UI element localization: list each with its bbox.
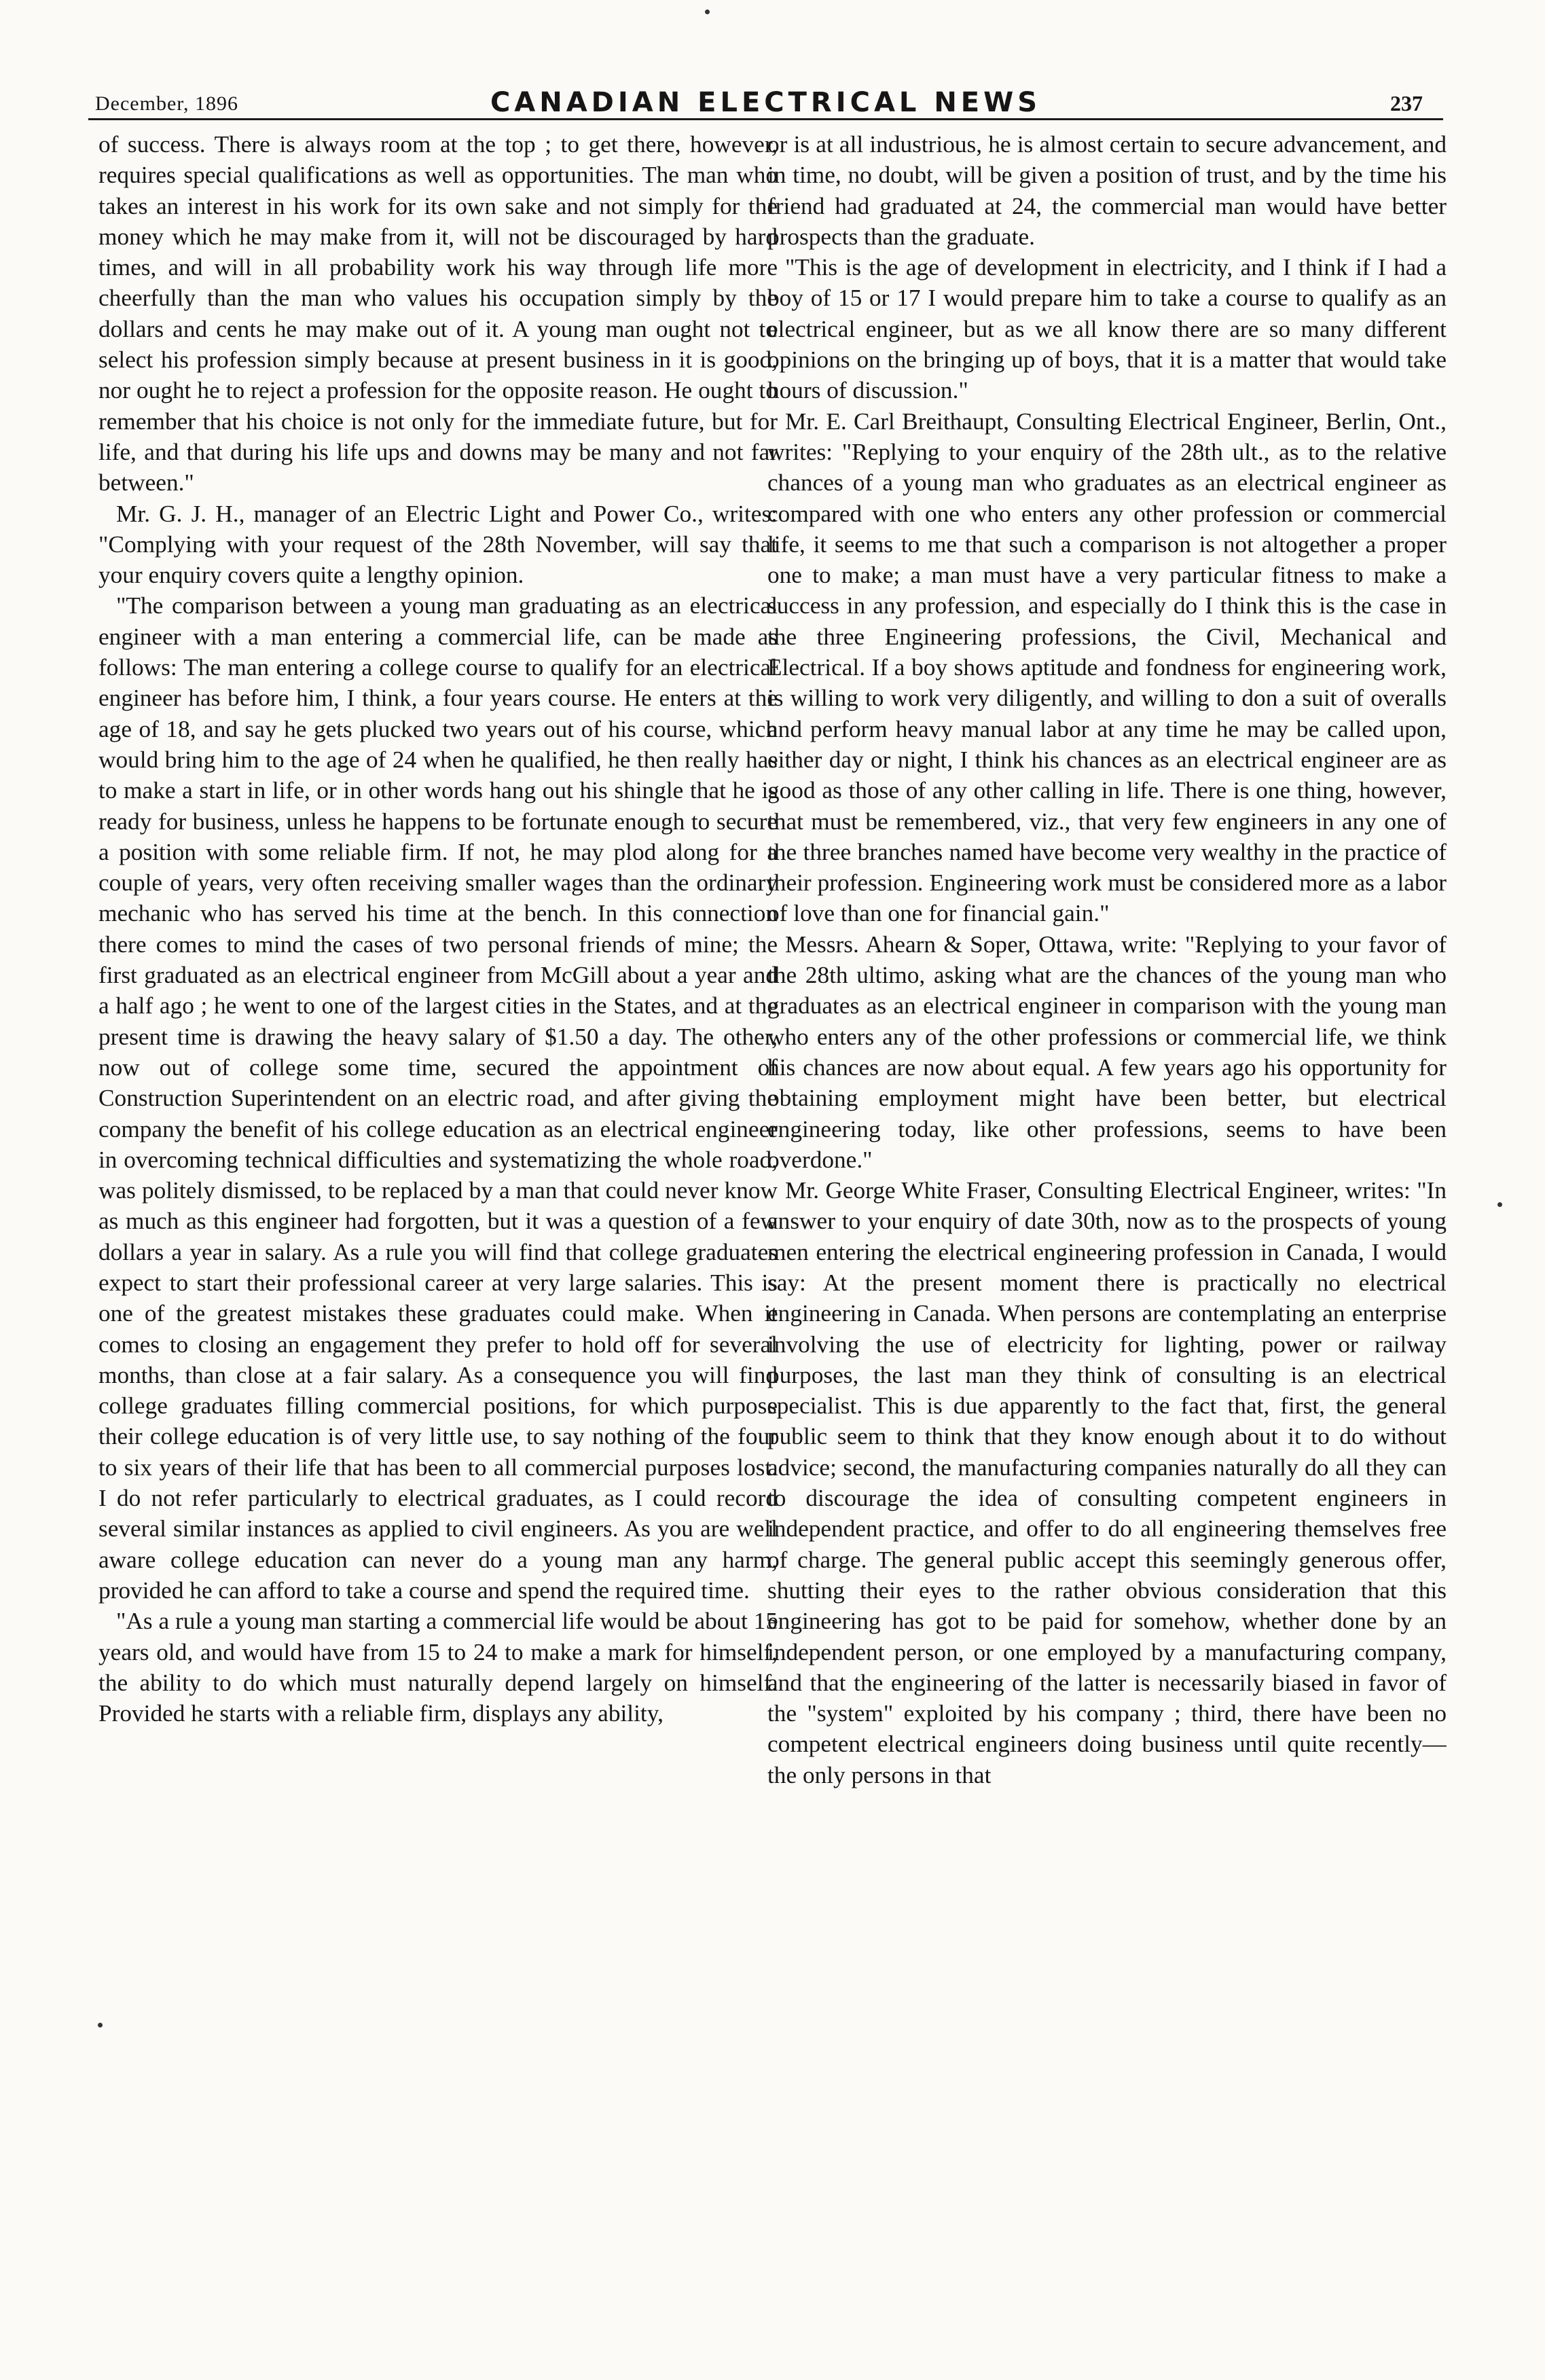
paragraph: Mr. E. Carl Breithaupt, Consulting Electrical Engineer, Berlin, Ont., writes: "Replying to your enquiry of the 28th ult., as to the relative chances of a young man who graduates as an electrical engineer as compared with one who enters any other profession or commercial life, it seems to me that such a comparison is not altogether a proper one to make; a man must have a very particular fitness to make a success in any profession, and especially do I think this is the case in the three Engineering professions, the Civil, Mechanical and Electrical. If a boy shows aptitude and fondness for engineering work, is willing to work very diligently, and willing to don a suit of overalls and perform heavy manual labor at any time he may be called upon, either day or night, I think his chances as an electrical engineer are as good as those of any other calling in life. There is one thing, however, that must be remembered, viz., that very few engineers in any one of the three branches named have become very wealthy in the practice of their profession. Engineering work must be considered more as a labor of love than one for financial gain." <box>767 408 1447 927</box>
paragraph: Mr. George White Fraser, Consulting Electrical Engineer, writes: "In answer to your enquiry of date 30th, now as to the prospects of young men entering the electrical engineering profession in Canada, I would say: At the present moment there is practically no electrical engineering in Canada. When persons are contemplating an enterprise involving the use of electricity for lighting, power or railway purposes, the last man they think of consulting is an electrical specialist. This is due apparently to the fact that, first, the general public seem to think that they know enough about it to do without advice; second, the manufacturing companies naturally do all they can to discourage the idea of consulting competent engineers in independent practice, and offer to do all engineering themselves free of charge. The general public accept this seemingly generous offer, shutting their eyes to the rather obvious consideration that this engineering has got to be paid for somehow, whether done by an independent person, or one employed by a manufacturing company, and that the engineering of the latter is necessarily biased in favor of the "system" exploited by his company ; third, there have been no competent electrical engineers doing business until quite recently—the only persons in that <box>767 1177 1447 1788</box>
page-number: 237 <box>1390 91 1423 115</box>
paragraph: Messrs. Ahearn & Soper, Ottawa, write: "Replying to your favor of the 28th ultimo, asking what are the chances of the young man who graduates as an electrical engineer in comparison with the young man who enters any of the other professions or commercial life, we think his chances are now about equal. A few years ago his opportunity for obtaining employment might have been better, but electrical engineering today, like other professions, seems to have been overdone." <box>767 931 1447 1173</box>
paragraph: "The comparison between a young man graduating as an electrical engineer with a man entering a commercial life, can be made as follows: The man entering a college course to qualify for an electrical engineer has before him, I think, a four years course. He enters at the age of 18, and say he gets plucked two years out of his course, which would bring him to the age of 24 when he qualified, he then really has to make a start in life, or in other words hang out his shingle that he is ready for business, unless he happens to be fortunate enough to secure a position with some reliable firm. If not, he may plod along for a couple of years, very often receiving smaller wages than the ordinary mechanic who has served his time at the bench. In this connection there comes to mind the cases of two personal friends of mine; the first graduated as an electrical engineer from McGill about a year and a half ago ; he went to one of the largest cities in the States, and at the present time is drawing the heavy salary of $1.50 a day. The other, now out of college some time, secured the appointment of Construction Superintendent on an electric road, and after giving the company the benefit of his college education as an electrical engineer in overcoming technical difficulties and systematizing the whole road, was politely dismissed, to be replaced by a man that could never know as much as this engineer had forgotten, but it was a question of a few dollars a year in salary. As a rule you will find that college graduates expect to start their professional career at very large salaries. This is one of the greatest mistakes these graduates could make. When it comes to closing an engagement they prefer to hold off for several months, than close at a fair salary. As a consequence you will find college graduates filling commercial positions, for which purpose their college education is of very little use, to say nothing of the four to six years of their life that has been to all commercial purposes lost. I do not refer particularly to electrical graduates, as I could record several similar instances as applied to civil engineers. As you are well aware college education can never do a young man any harm, provided he can afford to take a course and spend the required time. <box>98 592 778 1604</box>
right-column <box>767 129 1447 2343</box>
left-column <box>98 129 778 2343</box>
paragraph: or is at all industrious, he is almost certain to secure advancement, and in time, no doubt, will be given a position of trust, and by the time his friend had graduated at 24, the commercial man would have better prospects than the graduate. <box>767 131 1447 250</box>
paragraph: Mr. G. J. H., manager of an Electric Light and Power Co., writes: "Complying with your request of the 28th November, will say that your enquiry covers quite a lengthy opinion. <box>98 500 778 589</box>
paragraph: "As a rule a young man starting a commercial life would be about 15 years old, and would have from 15 to 24 to make a mark for himself, the ability to do which must naturally depend largely on himself. Provided he starts with a reliable firm, displays any ability, <box>98 1608 778 1727</box>
issue-date: December, 1896 <box>95 92 239 115</box>
paragraph: "This is the age of development in electricity, and I think if I had a boy of 15 or 17 I would prepare him to take a course to qualify as an electrical engineer, but as we all know there are so many different opinions on the bringing up of boys, that it is a matter that would take hours of discussion." <box>767 254 1447 404</box>
paragraph: of success. There is always room at the top ; to get there, however, requires special qualifications as well as opportunities. The man who takes an interest in his work for its own sake and not simply for the money which he may make from it, will not be discouraged by hard times, and will in all probability work his way through life more cheerfully than the man who values his occupation simply by the dollars and cents he may make out of it. A young man ought not to select his profession simply because at present business in it is good, nor ought he to reject a profession for the opposite reason. He ought to remember that his choice is not only for the immediate future, but for life, and that during his life ups and downs may be many and not far between." <box>98 131 778 497</box>
page-header <box>88 87 1443 120</box>
publication-title: CANADIAN ELECTRICAL NEWS <box>490 87 1042 118</box>
print-speck <box>1497 1202 1502 1207</box>
print-speck <box>705 10 710 14</box>
